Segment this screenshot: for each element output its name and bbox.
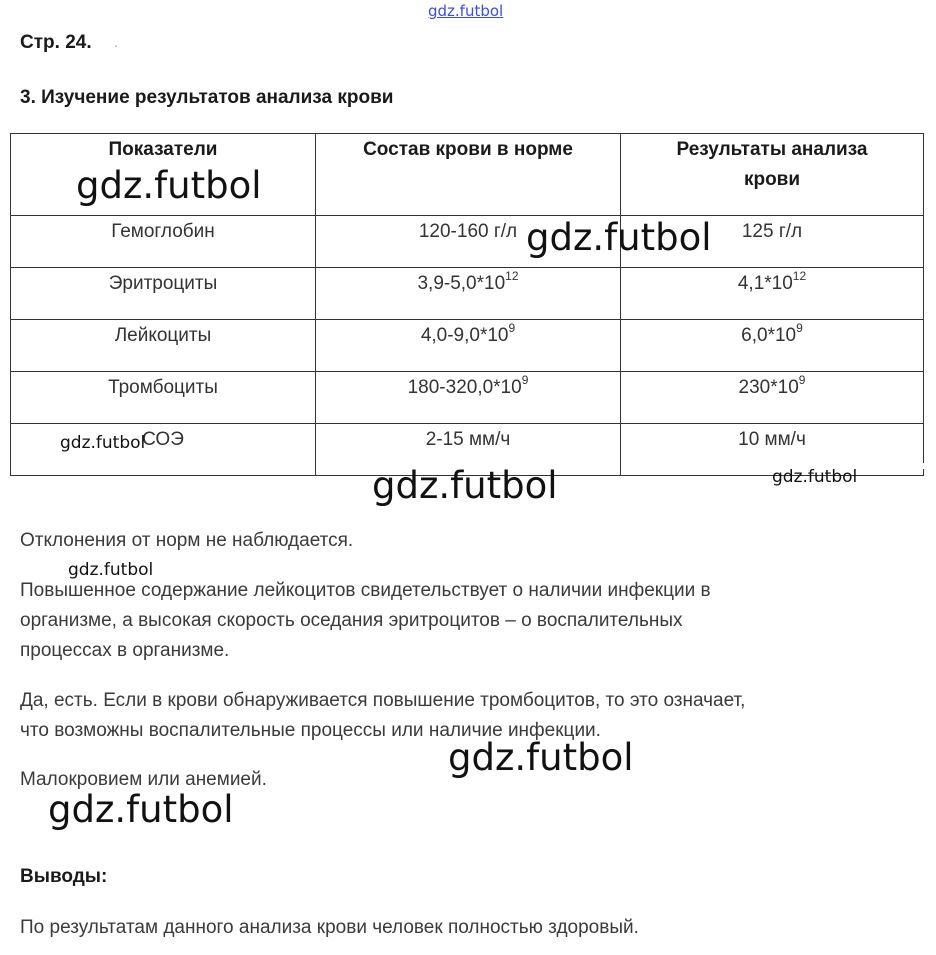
header-indicators: Показатели — [11, 134, 316, 216]
watermark-link-top[interactable]: gdz.futbol — [428, 2, 504, 20]
watermark: gdz.futbol — [60, 433, 146, 453]
conclusion-title: Выводы: — [20, 866, 108, 887]
row-norm: 120-160 г/л — [316, 216, 621, 268]
watermark: gdz.futbol — [448, 736, 634, 779]
paragraph-leukocytes-line1: Повышенное содержание лейкоцитов свидетельствует о наличии инфекции в — [20, 580, 711, 601]
paragraph-leukocytes-line3: процессах в организме. — [20, 640, 230, 661]
header-norm: Состав крови в норме — [316, 134, 621, 216]
table-row — [11, 216, 924, 268]
page-dot: . — [114, 34, 118, 50]
page-label: Стр. 24. — [20, 32, 92, 53]
paragraph-platelets-line1: Да, есть. Если в крови обнаруживается повышение тромбоцитов, то это означает, — [20, 690, 746, 711]
row-name: Лейкоциты — [11, 320, 316, 372]
paragraph-no-deviation: Отклонения от норм не наблюдается. — [20, 530, 354, 551]
watermark: gdz.futbol — [68, 560, 154, 580]
row-result: $230*10^9$ — [621, 372, 924, 424]
table-row — [11, 320, 924, 372]
table-row — [11, 372, 924, 424]
row-result: 125 г/л — [621, 216, 924, 268]
row-norm: $3,9-5,0*10^{12}$ — [316, 268, 621, 320]
row-name: Тромбоциты — [11, 372, 316, 424]
paragraph-anemia: Малокровием или анемией. — [20, 769, 267, 790]
row-name: СОЭ — [11, 424, 316, 476]
row-result: $4,1*10^{12}$ — [621, 268, 924, 320]
watermark: gdz.futbol — [772, 467, 858, 487]
watermark: gdz.futbol — [48, 788, 234, 831]
row-norm: $4,0-9,0*10^9$ — [316, 320, 621, 372]
row-result: $6,0*10^9$ — [621, 320, 924, 372]
row-result: 10 мм/ч — [621, 424, 924, 476]
table-row — [11, 268, 924, 320]
row-norm: $180-320,0*10^9$ — [316, 372, 621, 424]
section-title: 3. Изучение результатов анализа крови — [20, 87, 394, 108]
watermark: gdz.futbol — [372, 464, 558, 507]
row-norm: 2-15 мм/ч — [316, 424, 621, 476]
watermark: gdz.futbol — [76, 164, 262, 207]
conclusion-text: По результатам данного анализа крови человек полностью здоровый. — [20, 917, 639, 938]
row-name: Эритроциты — [11, 268, 316, 320]
header-results: Результаты анализа крови — [621, 134, 924, 216]
watermark: gdz.futbol — [526, 216, 712, 259]
row-name: Гемоглобин — [11, 216, 316, 268]
paragraph-platelets-line2: что возможны воспалительные процессы или наличие инфекции. — [20, 720, 601, 741]
paragraph-leukocytes-line2: организме, а высокая скорость оседания эритроцитов – о воспалительных — [20, 610, 683, 631]
